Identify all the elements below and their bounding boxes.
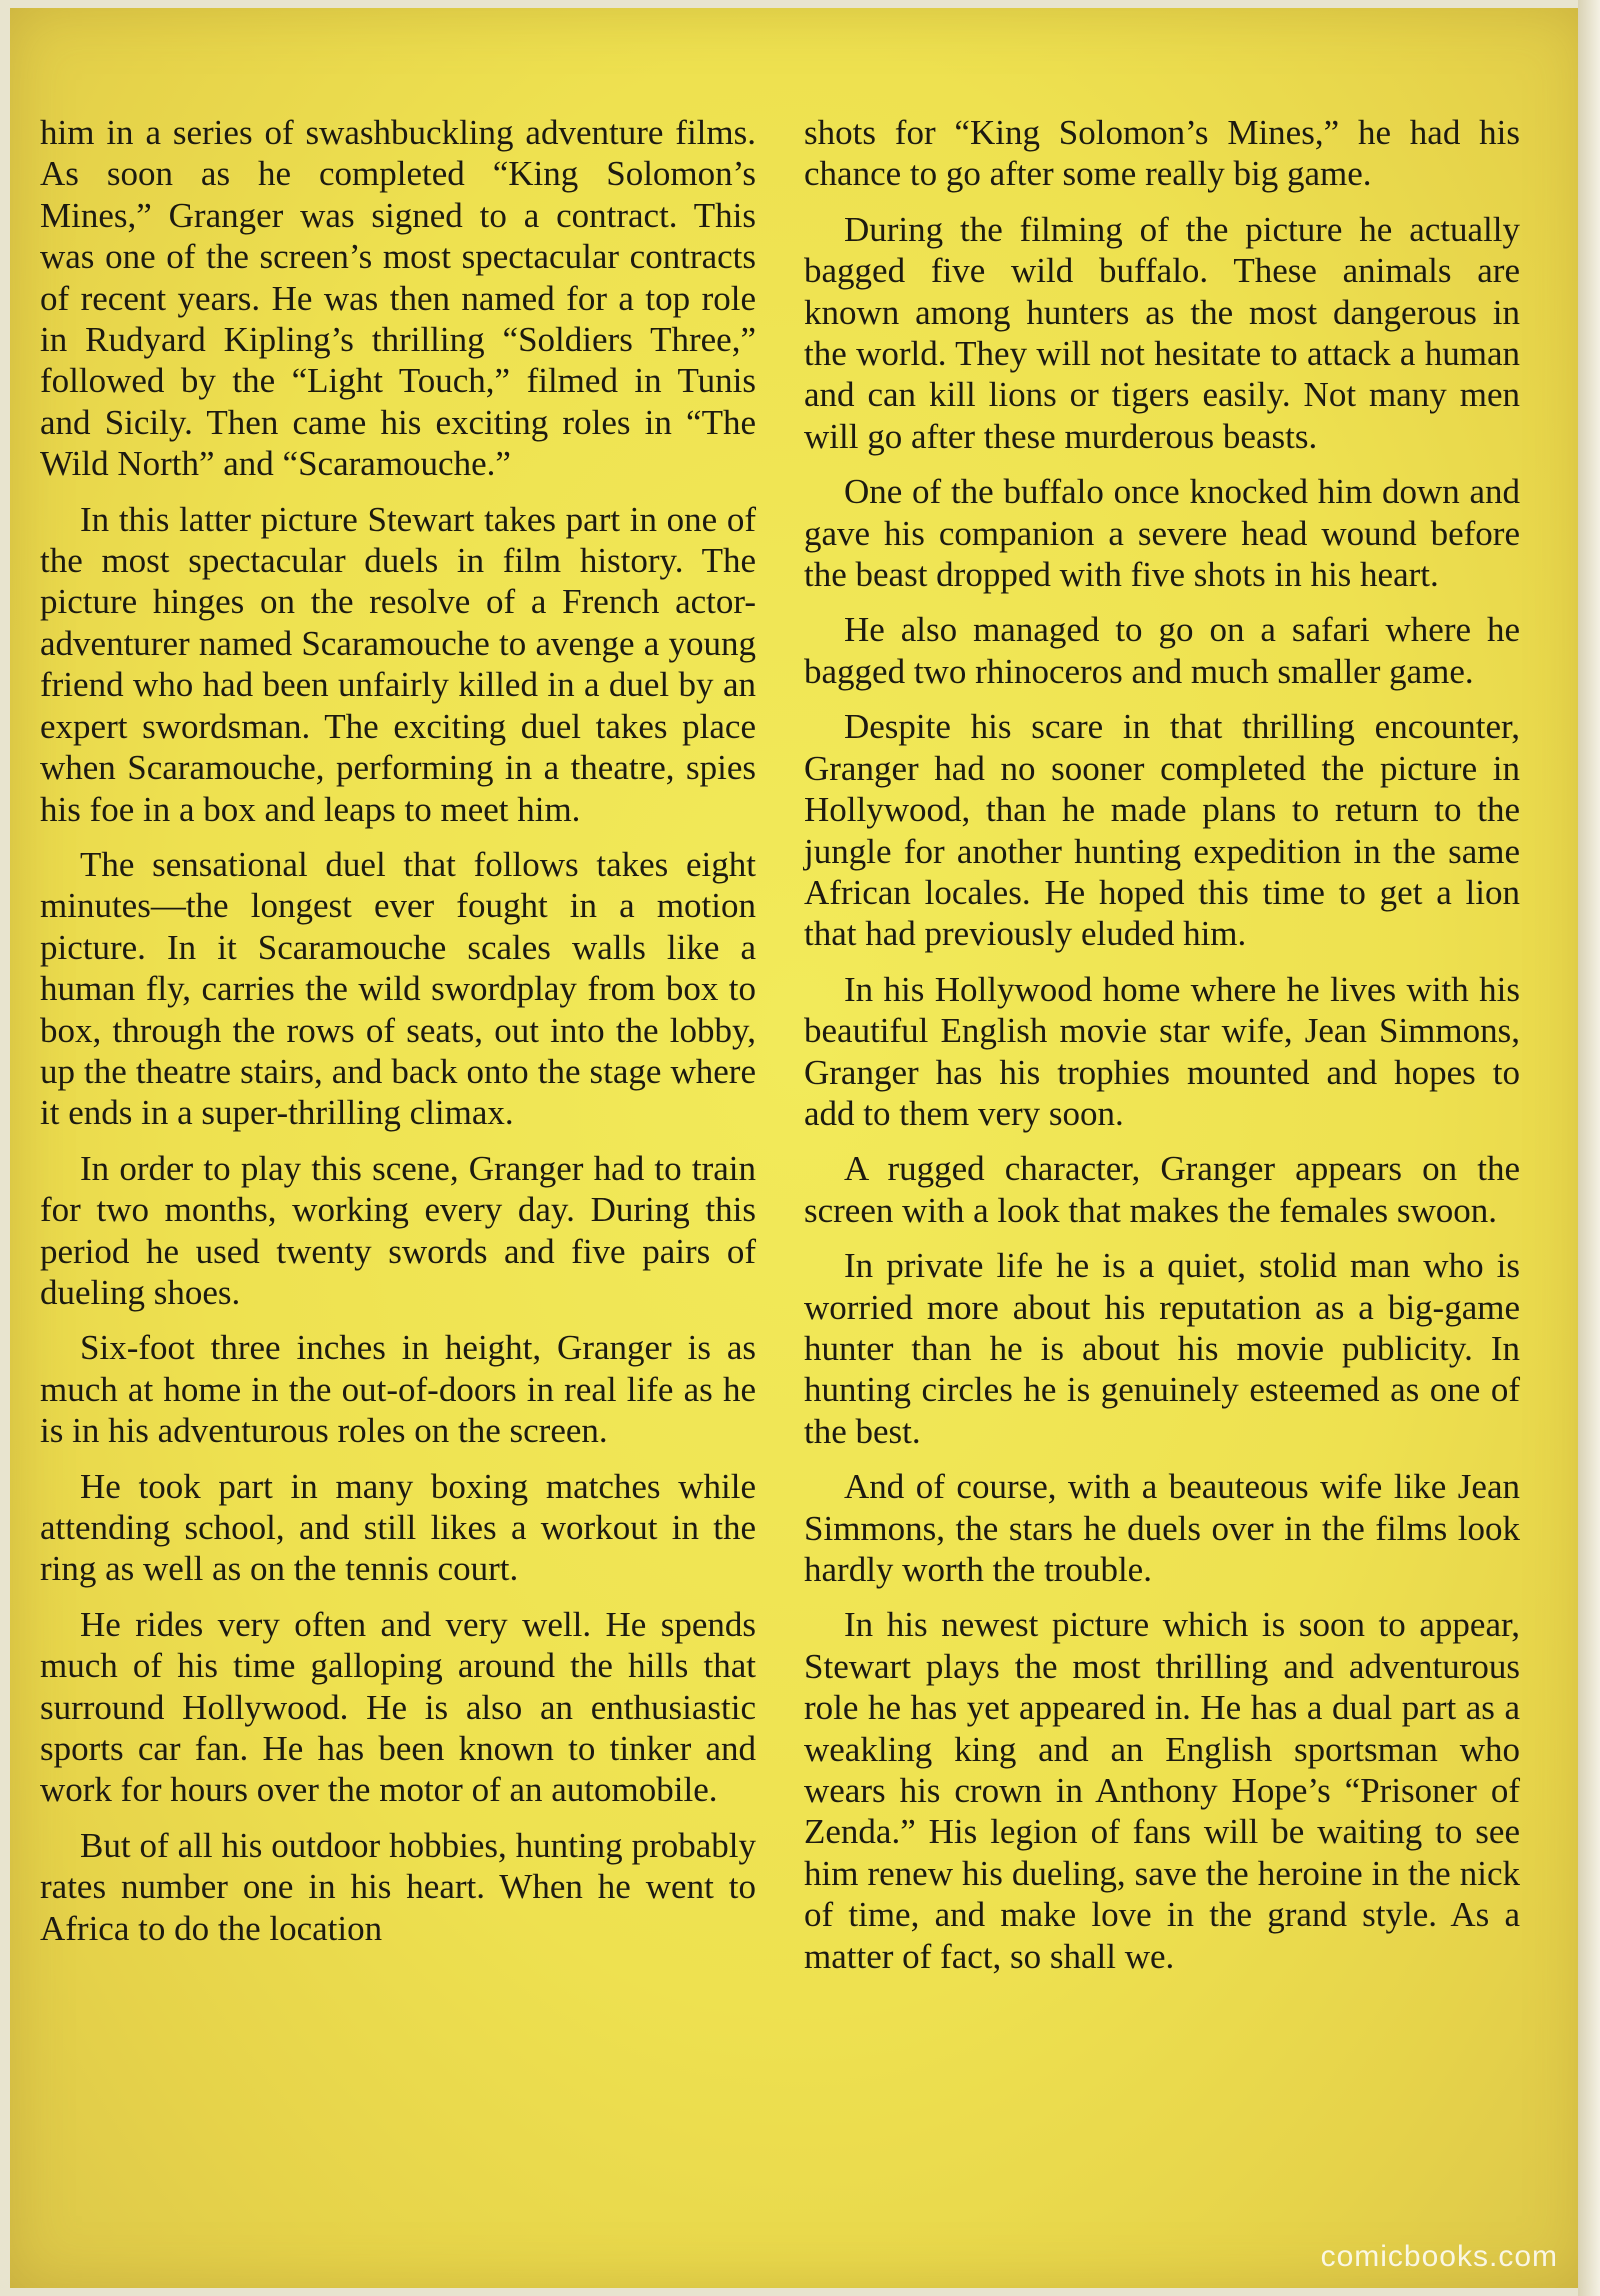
paragraph: In order to play this scene, Granger had to train for two months, working every day. During this period he used twenty swords and five pairs of dueling shoes.: [40, 1148, 756, 1312]
paragraph: He took part in many boxing matches while attending school, and still likes a workout in the ring as well as on the tennis court.: [40, 1466, 756, 1589]
paragraph: He rides very often and very well. He spends much of his time galloping around the hills that surround Hollywood. He is also an enthusiastic sports car fan. He has been known to tinker and work for hours over the motor of an automobile.: [40, 1604, 756, 1810]
paragraph: A rugged character, Granger appears on the screen with a look that makes the females swoon.: [804, 1149, 1520, 1230]
paragraph: And of course, with a beauteous wife like Jean Simmons, the stars he duels over in the films look hardly worth the trouble.: [804, 1467, 1520, 1589]
paragraph: He also managed to go on a safari where he bagged two rhinoceros and much smaller game.: [804, 610, 1520, 691]
page-edge: [1578, 0, 1600, 2296]
paragraph: In private life he is a quiet, stolid man who is worried more about his reputation as a big-game hunter than he is about his movie publicity. In hunting circles he is genuinely esteemed as one of the best.: [804, 1246, 1520, 1451]
paragraph: In his newest picture which is soon to appear, Stewart plays the most thrilling and adventurous role he has yet appeared in. He has a dual part as a weakling king and an English sportsman who wears his crown in Anthony Hope’s “Prisoner of Zenda.” His legion of fans will be waiting to see him renew his dueling, save the heroine in the nick of time, and make love in the grand style. As a matter of fact, so shall we.: [804, 1605, 1520, 1976]
paragraph: Six-foot three inches in height, Granger is as much at home in the out-of-doors in real life as he is in his adventurous roles on the screen.: [40, 1328, 756, 1451]
paragraph: One of the buffalo once knocked him down and gave his companion a severe head wound before the beast dropped with five shots in his heart.: [804, 472, 1520, 595]
left-column: [40, 112, 756, 2262]
paragraph: But of all his outdoor hobbies, hunting probably rates number one in his heart. When he went to Africa to do the location: [40, 1825, 756, 1948]
paragraph: During the filming of the picture he actually bagged five wild buffalo. These animals are known among hunters as the most dangerous in the world. They will not hesitate to attack a human and can kill lions or tigers easily. Not many men will go after these murderous beasts.: [804, 209, 1520, 456]
paragraph: him in a series of swashbuckling adventure films. As soon as he completed “King Solomon’s Mines,” Granger was signed to a contract. This was one of the screen’s most spectacular contracts of recent years. He was then named for a top role in Rudyard Kipling’s thrilling “Soldiers Three,” followed by the “Light Touch,” filmed in Tunis and Sicily. Then came his exciting roles in “The Wild North” and “Scaramouche.”: [40, 113, 756, 484]
right-column: [804, 112, 1520, 2262]
article-body: [40, 112, 1520, 2262]
paragraph: Despite his scare in that thrilling encounter, Granger had no sooner completed the picture in Hollywood, than he made plans to return to the jungle for another hunting expedition in the same African locales. He hoped this time to get a lion that had previously eluded him.: [804, 707, 1520, 954]
paragraph: The sensational duel that follows takes eight minutes—the longest ever fought in a motion picture. In it Scaramouche scales walls like a human fly, carries the wild swordplay from box to box, through the rows of seats, out into the lobby, up the theatre stairs, and back onto the stage where it ends in a super-thrilling climax.: [40, 844, 756, 1133]
paragraph: In his Hollywood home where he lives with his beautiful English movie star wife, Jean Simmons, Granger has his trophies mounted and hopes to add to them very soon.: [804, 969, 1520, 1133]
paragraph: shots for “King Solomon’s Mines,” he had his chance to go after some really big game.: [804, 113, 1520, 194]
paragraph: In this latter picture Stewart takes part in one of the most spectacular duels in film history. The picture hinges on the resolve of a French actor-adventurer named Scaramouche to avenge a young friend who had been unfairly killed in a duel by an expert swordsman. The exciting duel takes place when Scaramouche, performing in a theatre, spies his foe in a box and leaps to meet him.: [40, 499, 756, 829]
watermark: comicbooks.com: [1320, 2240, 1558, 2273]
